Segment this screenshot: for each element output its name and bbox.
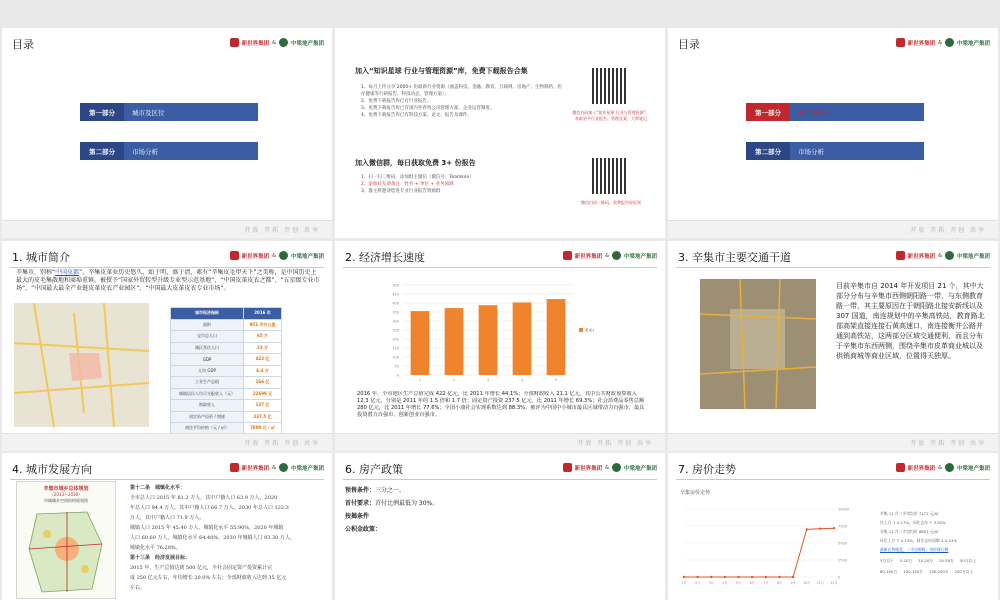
slide-title: 7. 房价走势 — [678, 463, 736, 476]
toc-tag: 第二部分 — [80, 142, 124, 160]
table-cell: 951 平方公里 — [244, 319, 282, 331]
table-cell: 固定资产投资 / 增速 — [171, 411, 244, 423]
intro-prefix: 辛集市，别称“ — [16, 269, 56, 276]
table-cell: 137 亿 — [244, 400, 282, 412]
data-point — [806, 528, 808, 530]
data-point — [710, 576, 712, 578]
y-tick-label: 250 — [392, 328, 399, 333]
slide-title: 1. 城市简介 — [12, 251, 70, 264]
slide-title: 3. 辛集市主要交通干道 — [678, 251, 791, 264]
price-band[interactable]: 5万以下 — [880, 558, 894, 563]
table-row — [171, 342, 282, 354]
footer-text: 开放 开拓 开创 共享 — [244, 227, 320, 234]
economy-caption: 2016 年，全市地区生产总值完成 422 亿元，比 2011 年增长 44.1%；全部财政收入 21.1 亿元，其中公共财政预算收入 12.3 亿元，分别是 2011 年的 1.5 倍和 1.7 倍；固定资产投资 237.5 亿元，比 2011 年增长 69.3%；社会消费品零售总额 280 亿元，比 2011 年增长 77.6%；全国小康社会实现系数达到 88.3%。被评为中国中小城市最具区域带动力百强市、最具投资潜力百强市、创新创业百强市。 — [357, 391, 645, 418]
slide-price-trend[interactable] — [668, 453, 998, 600]
table-cell: 城区常住人口 — [171, 342, 244, 354]
price-bands — [880, 556, 990, 576]
toc-item-2[interactable] — [746, 142, 924, 160]
planning-map — [16, 481, 116, 599]
data-point — [833, 527, 835, 529]
city-intro-text — [16, 269, 320, 301]
slide-footer — [2, 433, 332, 451]
legend-swatch — [579, 328, 583, 332]
brand2-text: 中梁地产集团 — [623, 253, 657, 260]
bar — [513, 302, 532, 375]
x-tick-label: 3 — [486, 378, 490, 382]
price-line-chart — [678, 503, 868, 599]
brand-mark2-icon — [945, 251, 954, 260]
y-tick-label: 7500 — [838, 524, 847, 529]
brand1-text: 新世界集团 — [574, 465, 603, 472]
toc-tag: 第二部分 — [746, 142, 790, 160]
y-tick-label: 400 — [392, 301, 399, 306]
price-line — [684, 528, 834, 577]
x-tick-label: 3月 — [708, 581, 714, 585]
brand2-text: 中梁地产集团 — [290, 40, 324, 47]
x-tick-label: 7月 — [763, 581, 769, 585]
slide-city-intro[interactable] — [2, 241, 332, 451]
brand-logo: 新世界集团 & 中梁地产集团 — [230, 251, 324, 260]
policy-value: 三分之一。 — [375, 487, 406, 494]
brand-mark-icon — [896, 463, 905, 472]
brand-logo: 新世界集团 & 中梁地产集团 — [896, 38, 990, 47]
table-cell: 城镇居民人均可支配收入（元） — [171, 388, 244, 400]
policy-row — [345, 510, 645, 523]
brand2-text: 中梁地产集团 — [956, 253, 990, 260]
table-row — [171, 377, 282, 389]
table-header-cell: 2016 年 — [244, 308, 282, 320]
city-map-image — [14, 303, 149, 427]
qr-code-icon[interactable] — [592, 68, 628, 104]
list-item: 2、添加好友请备注：姓名 + 单位 + 业务领域 — [361, 182, 454, 187]
text-line: 万人，其中户籍人口 71.9 万人。 — [130, 515, 205, 521]
toc-label: 市场分析 — [132, 147, 158, 156]
policy-key: 首付要求： — [345, 500, 376, 507]
map-title: 辛集市城乡总体规划 — [43, 486, 89, 492]
brand-mark2-icon — [945, 463, 954, 472]
policy-key: 公积金政策： — [345, 526, 382, 533]
slide-footer — [668, 220, 998, 238]
title-divider — [10, 267, 324, 268]
brand2-text: 中梁地产集团 — [623, 465, 657, 472]
policy-key: 预售条件： — [345, 487, 376, 494]
brand1-text: 新世界集团 — [907, 40, 936, 47]
intro-rest: ”。辛集皮革业历史悠久，始于明，盛于清，素有“辛集皮毛甲天下”之美称，是中国历史上最大的皮毛集散地和商埠重镇。被授予“国家外贸转型升级专业型示范基地”、“中国皮革皮衣之都”、“五星级专业市场”、“中国最大最全产业链皮革皮衣产业园区”、“中国最大皮革皮衣专业市场”。 — [16, 269, 320, 292]
price-chart-title: 辛集房价走势 — [680, 490, 711, 496]
list-item: 2、免费下载报告库已有行业报告。 — [361, 99, 432, 104]
table-cell: 工业生产总值 — [171, 377, 244, 389]
y-tick-label: 2500 — [838, 558, 847, 563]
table-cell: 财政收入 — [171, 400, 244, 412]
x-tick-label: 11月 — [816, 581, 824, 585]
brand1-text: 新世界集团 — [574, 253, 603, 260]
resources-list-2 — [361, 174, 561, 195]
table-row — [171, 354, 282, 366]
y-tick-label: 200 — [392, 337, 399, 342]
footer-text: 开放 开拓 开创 共享 — [577, 440, 653, 447]
brand1-text: 新世界集团 — [907, 253, 936, 260]
slide-policy[interactable] — [335, 453, 665, 600]
table-header-cell: 城市经济指标 — [171, 308, 244, 320]
x-tick-label: 5 — [554, 378, 558, 382]
data-point — [724, 576, 726, 578]
data-point — [819, 528, 821, 530]
price-band[interactable]: 200万以上 — [954, 569, 974, 574]
map-subtitle: （2013—2030） — [49, 492, 83, 497]
brand-mark2-icon — [279, 38, 288, 47]
planning-zones-icon — [17, 504, 115, 594]
toc-label: 市场分析 — [798, 147, 824, 156]
table-row — [171, 365, 282, 377]
table-row — [171, 411, 282, 423]
footer-text: 开放 开拓 开创 共享 — [910, 227, 986, 234]
list-item: 3、群主将邀请您进专业行业报告资源群 — [361, 189, 441, 194]
economy-table — [170, 307, 282, 435]
qr-code-icon[interactable] — [592, 158, 628, 194]
list-item: 3、免费下载报告库已有国内外咨询公司管理方案，企业运营制度。 — [361, 106, 495, 111]
price-band[interactable]: 80-100万 — [880, 569, 898, 574]
table-header — [171, 308, 282, 320]
bar — [479, 305, 498, 375]
bar — [411, 311, 430, 375]
y-tick-label: 300 — [392, 319, 399, 324]
price-band[interactable]: 20-50万 — [939, 558, 954, 563]
policy-list — [345, 484, 645, 536]
x-tick-label: 6月 — [749, 581, 755, 585]
price-band[interactable]: 5-10万 — [899, 558, 913, 563]
slide-resources[interactable] — [335, 28, 665, 238]
toc-label: 城市及区位 — [790, 108, 831, 117]
x-tick-label: 5月 — [735, 581, 742, 585]
info-line: 环比上月 ↑ 0.13%，同比去年同期 ↓ 0.14% — [880, 538, 958, 543]
table-row — [171, 388, 282, 400]
qr-note-1: 微信扫码加入“知识星球 行业与管理资源”，获取更多行业报告、管理文案、大师笔记 — [572, 110, 650, 121]
x-tick-label: 12月 — [830, 581, 838, 585]
data-point — [765, 576, 767, 578]
brand-mark2-icon — [279, 251, 288, 260]
brand-logo: 新世界集团 & 中梁地产集团 — [230, 38, 324, 47]
info-line[interactable]: 最新在售楼盘，二手房源数，房价排行榜 — [880, 547, 949, 552]
bar — [445, 308, 464, 375]
slide-title: 6. 房产政策 — [345, 463, 403, 476]
slide-title: 4. 城市发展方向 — [12, 463, 92, 476]
slide-footer — [2, 220, 332, 238]
x-tick-label: 2 — [452, 378, 456, 382]
x-tick-label: 2月 — [695, 581, 701, 585]
text-line: 人口 60.60 万人，城镇化水平 64.40%，2030 年城镇人口 93.30 万人， — [130, 535, 295, 541]
brand2-text: 中梁地产集团 — [290, 253, 324, 260]
footer-text: 开放 开拓 开创 共享 — [244, 440, 320, 447]
satellite-roads-icon — [700, 279, 816, 409]
brand-mark-icon — [230, 38, 239, 47]
data-point — [792, 576, 794, 578]
brand-mark2-icon — [612, 251, 621, 260]
brand-logo: 新世界集团 & 中梁地产集团 — [230, 463, 324, 472]
x-tick-label: 10月 — [803, 581, 811, 585]
resources-list-1 — [361, 84, 566, 119]
gdp-bar-chart — [375, 279, 615, 391]
table-cell: 65 万 — [244, 331, 282, 343]
table-row — [171, 331, 282, 343]
toc-tag: 第一部分 — [80, 103, 124, 121]
toc-tag: 第一部分 — [746, 103, 790, 121]
price-band[interactable]: 100-150万 — [903, 569, 923, 574]
data-point — [751, 576, 753, 578]
slide-title: 目录 — [12, 38, 34, 51]
y-tick-label: 450 — [392, 292, 399, 297]
brand2-text: 中梁地产集团 — [956, 40, 990, 47]
table-row — [171, 319, 282, 331]
y-tick-label: 50 — [394, 364, 399, 369]
data-point — [737, 576, 739, 578]
map-roads-icon — [14, 303, 149, 427]
table-cell: 422 亿 — [244, 354, 282, 366]
brand-mark-icon — [563, 251, 572, 260]
text-line: 第十三条 经济发展目标： — [130, 555, 191, 561]
price-band[interactable]: 150-200万 — [928, 569, 949, 574]
slide-footer — [335, 433, 665, 451]
table-row — [171, 400, 282, 412]
x-tick-label: 1 — [418, 378, 422, 382]
brand-mark-icon — [230, 463, 239, 472]
brand-mark2-icon — [279, 463, 288, 472]
policy-row — [345, 497, 645, 510]
table-cell: 237.5 亿 — [244, 411, 282, 423]
list-item: 1、每月上传分享 2000+ 份最新行业资源（涵盖科技、金融、教育、互联网、房地产、生物制药、医疗健康等行研报告、科技动态、管理方案）； — [361, 85, 562, 97]
price-band[interactable]: 50万以上 — [959, 558, 977, 563]
toc-item-1-active[interactable] — [746, 103, 924, 121]
policy-row — [345, 523, 645, 536]
slide-title: 目录 — [678, 38, 700, 51]
brand-mark-icon — [230, 251, 239, 260]
price-band[interactable]: 10-20万 — [918, 558, 934, 563]
text-line: 左右。 — [130, 585, 146, 591]
slide-economy[interactable] — [335, 241, 665, 451]
brand-logo: 新世界集团 & 中梁地产集团 — [896, 463, 990, 472]
resources-heading-1: 加入“知识星球 行业与管理资源”库，免费下载报告合集 — [355, 67, 528, 75]
brand-mark-icon — [896, 38, 905, 47]
policy-row — [345, 484, 645, 497]
policy-value: 首付比例最低为 30%。 — [375, 500, 439, 507]
table-cell: 6.4 万 — [244, 365, 282, 377]
title-divider — [676, 479, 990, 480]
brand1-text: 新世界集团 — [907, 465, 936, 472]
data-point — [778, 576, 780, 578]
y-tick-label: 350 — [392, 310, 399, 315]
toc-item-1[interactable] — [80, 103, 258, 121]
title-divider — [343, 479, 657, 480]
y-tick-label: 150 — [392, 346, 399, 351]
toc-label: 城市及区位 — [132, 108, 165, 117]
table-cell: 面积 — [171, 319, 244, 331]
brand-logo: 新世界集团 & 中梁地产集团 — [896, 251, 990, 260]
y-tick-label: 5000 — [838, 541, 847, 546]
map-subtitle-2: 市域城乡空间结构规划图 — [44, 498, 88, 503]
slide-toc-2[interactable] — [668, 28, 998, 238]
bar — [547, 299, 566, 375]
text-line: 全市总人口 2015 年 81.2 万人，其中户籍人口 63.9 万人，2020 — [130, 495, 278, 501]
x-tick-label: 9月 — [790, 581, 796, 585]
table-cell: 7800 元 / ㎡ — [244, 423, 282, 435]
brand1-text: 新世界集团 — [241, 40, 270, 47]
text-line: 城镇人口 2015 年 45.40 万人，城镇化水平 55.90%，2020 年城镇 — [130, 525, 284, 531]
brand2-text: 中梁地产集团 — [956, 465, 990, 472]
y-tick-label: 0 — [838, 575, 841, 580]
x-tick-label: 1月 — [681, 581, 687, 585]
resources-heading-2: 加入微信群，每日获取免费 3+ 份报告 — [355, 159, 476, 167]
table-cell: 宝市总人口 — [171, 331, 244, 343]
title-divider — [343, 267, 657, 268]
price-info-panel — [880, 509, 990, 576]
data-point — [683, 576, 685, 578]
info-line: 辛集 11 月二手房均价 7171 元/㎡ — [880, 511, 939, 516]
table-cell: 23 万 — [244, 342, 282, 354]
list-item: 4、免费下载报告库已有科技方案、论文、报告及课件。 — [361, 113, 472, 118]
brand-mark-icon — [563, 463, 572, 472]
table-cell: 166 亿 — [244, 377, 282, 389]
y-tick-label: 0 — [396, 373, 399, 378]
slide-development[interactable] — [2, 453, 332, 600]
list-item: 1、扫一扫二维码，添加群主微信（微信号：Teamkon） — [361, 175, 474, 180]
slide-toc-1[interactable] — [2, 28, 332, 238]
text-line: 城镇化水平 76.28%。 — [130, 545, 181, 551]
table-cell: 人均 GDP — [171, 365, 244, 377]
table-cell: GDP — [171, 354, 244, 366]
brand-mark2-icon — [612, 463, 621, 472]
y-tick-label: 10000 — [838, 507, 850, 512]
y-tick-label: 100 — [392, 355, 399, 360]
brand-mark-icon — [896, 251, 905, 260]
data-point — [696, 576, 698, 578]
x-tick-label: 4 — [520, 378, 524, 382]
text-line: 第十二条 城镇化水平： — [130, 485, 186, 491]
qr-note-2: 微信扫码二维码，免费报告轻松领 — [581, 200, 641, 205]
slide-footer — [668, 433, 998, 451]
table-cell: 商住平均价格（元 / ㎡） — [171, 423, 244, 435]
satellite-map-image — [700, 279, 816, 409]
text-line: 2015 年，生产总值达到 500 亿元，全社会固定资产投资累计完 — [130, 565, 273, 571]
x-tick-label: 4月 — [722, 581, 728, 585]
text-line: 年总人口 94.4 万人，其中户籍人口 66.7 万人，2030 年总人口 122.3 — [130, 505, 289, 511]
x-tick-label: 8月 — [776, 581, 783, 585]
traffic-text: 目前辛集市自 2014 年开发项目 21 个，其中大部分分布与辛集市西侧朝阳路一带，与东侧教育路一带，其主要原因在于朝阳路北接安新线以及 307 国道，南连规划中的辛集高铁站，教育路北部高架直接连接石黄高速口，南连接衡井公路并通到高铁站，这两部分区域交通便利，而且分布于辛集市东西两侧，围绕辛集市皮革商业城以及供销商城等商业区域，位置得天独厚。 — [836, 282, 985, 360]
intro-link[interactable]: 中国皮都 — [55, 269, 80, 276]
brand1-text: 新世界集团 — [241, 253, 270, 260]
slide-title: 2. 经济增长速度 — [345, 251, 425, 264]
brand1-text: 新世界集团 — [241, 465, 270, 472]
development-text — [130, 483, 325, 593]
table-cell: 22699 元 — [244, 388, 282, 400]
slide-traffic[interactable] — [668, 241, 998, 451]
info-line: 比上月 ↑ 0.17%，同比去年 ↑ 3.50% — [880, 520, 946, 525]
title-divider — [10, 479, 324, 480]
brand-mark2-icon — [945, 38, 954, 47]
policy-key: 按揭条件 — [345, 513, 370, 520]
text-line: 成 350 亿元左右，年均增长 20.0% 左右；全部财政收入达到 35 亿元 — [130, 575, 287, 581]
info-line: 辛集 11 月二手房均价 8897 元/㎡ — [880, 529, 939, 534]
brand-logo: 新世界集团 & 中梁地产集团 — [563, 463, 657, 472]
toc-item-2[interactable] — [80, 142, 258, 160]
brand-logo: 新世界集团 & 中梁地产集团 — [563, 251, 657, 260]
title-divider — [676, 267, 990, 268]
legend-label: 系列1 — [585, 328, 595, 333]
footer-text: 开放 开拓 开创 共享 — [910, 440, 986, 447]
y-tick-label: 500 — [392, 283, 399, 288]
brand2-text: 中梁地产集团 — [290, 465, 324, 472]
